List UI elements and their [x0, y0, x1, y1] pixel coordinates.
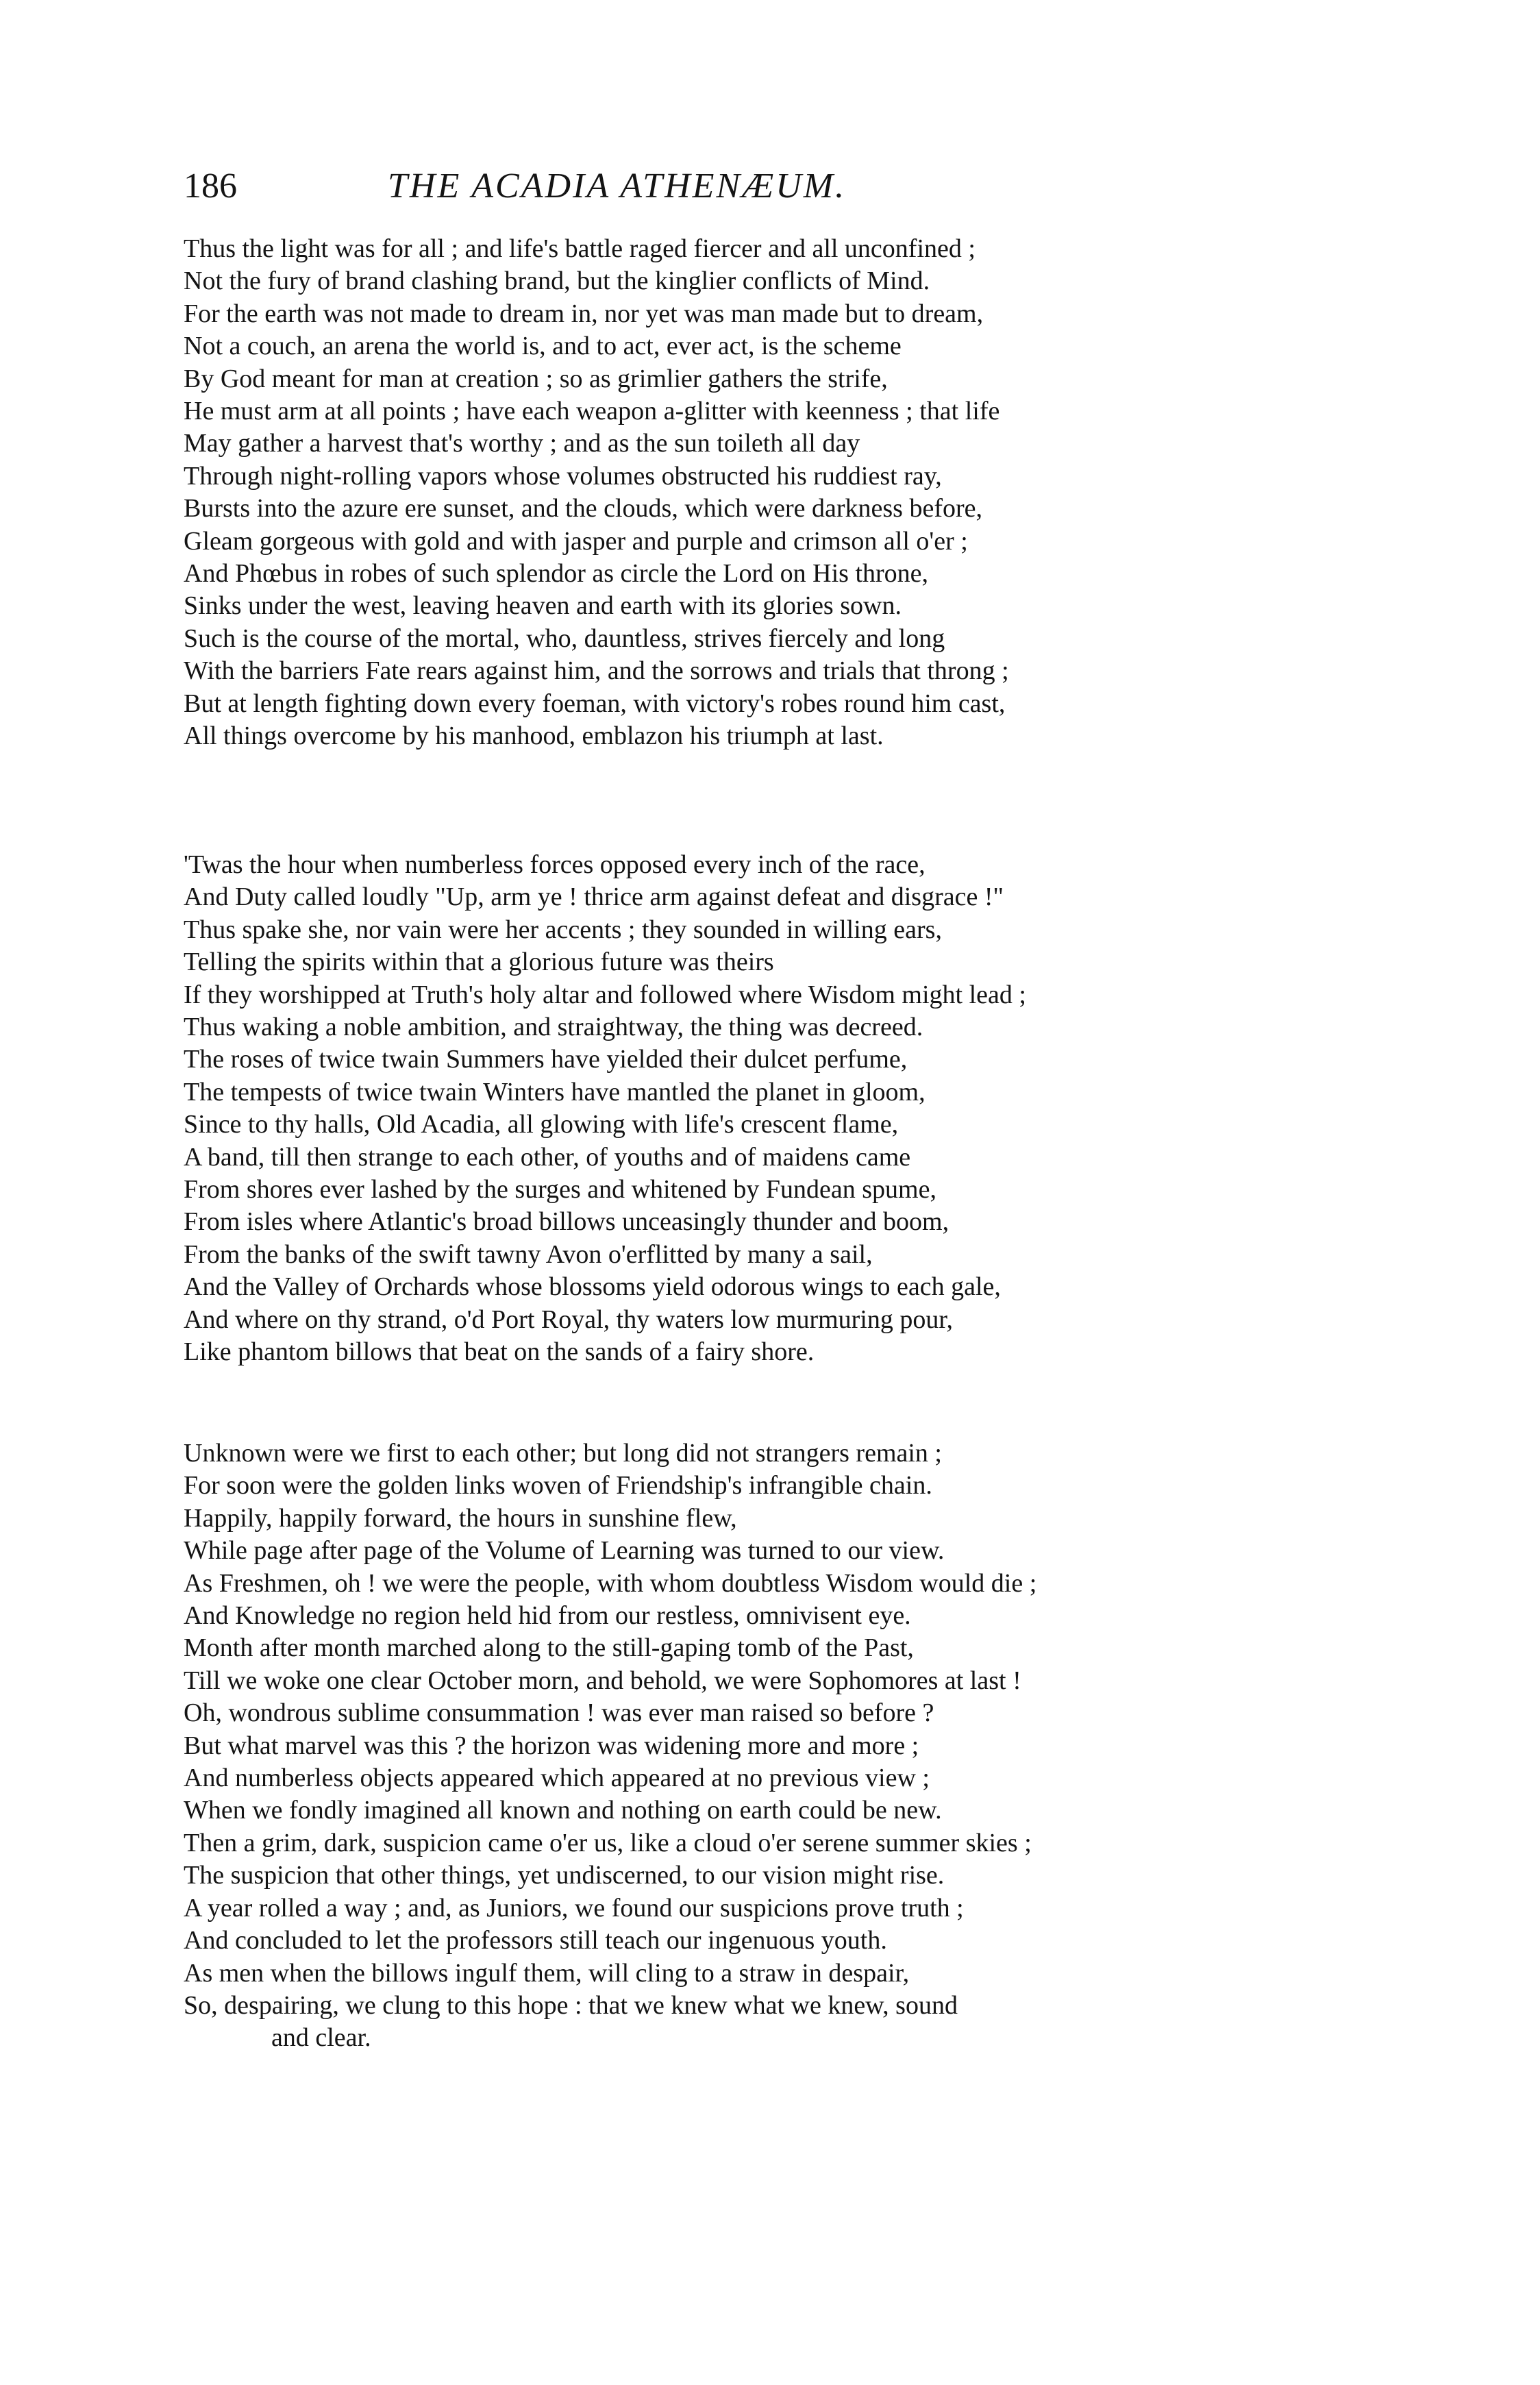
- poem-line: With the barriers Fate rears against him, and the sorrows and trials that throng ;: [184, 656, 1009, 686]
- stanza-3: [184, 1437, 1266, 2055]
- poem-line: And the Valley of Orchards whose blossoms yield odorous wings to each gale,: [184, 1272, 1001, 1302]
- poem-line: All things overcome by his manhood, emblazon his triumph at last.: [184, 721, 884, 751]
- poem-line: 'Twas the hour when numberless forces opposed every inch of the race,: [184, 850, 926, 879]
- poem-line: And Phœbus in robes of such splendor as circle the Lord on His throne,: [184, 559, 929, 589]
- poem-line: A band, till then strange to each other, of youths and of maidens came: [184, 1142, 911, 1172]
- poem-line-continuation: and clear.: [271, 2023, 371, 2053]
- poem-line: And Duty called loudly "Up, arm ye ! thrice arm against defeat and disgrace !": [184, 882, 1004, 912]
- poem-line: Like phantom billows that beat on the sands of a fairy shore.: [184, 1337, 815, 1367]
- poem-line: For the earth was not made to dream in, nor yet was man made but to dream,: [184, 299, 984, 328]
- poem-line: And concluded to let the professors still teach our ingenuous youth.: [184, 1926, 887, 1955]
- poem-line: Oh, wondrous sublime consummation ! was ever man raised so before ?: [184, 1698, 934, 1728]
- poem-line: But at length fighting down every foeman, with victory's robes round him cast,: [184, 689, 1006, 718]
- poem-line: Thus spake she, nor vain were her accents ; they sounded in willing ears,: [184, 915, 942, 944]
- poem-line: From the banks of the swift tawny Avon o'erflitted by many a sail,: [184, 1239, 873, 1269]
- poem-line: Gleam gorgeous with gold and with jasper and purple and crimson all o'er ;: [184, 526, 968, 556]
- page-header: [184, 159, 1280, 214]
- poem-line: Not the fury of brand clashing brand, but the kinglier conflicts of Mind.: [184, 267, 930, 296]
- poem-line: For soon were the golden links woven of Friendship's infrangible chain.: [184, 1471, 932, 1500]
- poem-line: And Knowledge no region held hid from our restless, omnivisent eye.: [184, 1601, 911, 1631]
- poem-line: When we fondly imagined all known and nothing on earth could be new.: [184, 1796, 942, 1825]
- poem-line: May gather a harvest that's worthy ; and as the sun toileth all day: [184, 429, 860, 458]
- poem-line: From isles where Atlantic's broad billows unceasingly thunder and boom,: [184, 1207, 949, 1237]
- poem-line: He must arm at all points ; have each weapon a-glitter with keenness ; that life: [184, 397, 1000, 426]
- stanza-1: [184, 233, 1266, 753]
- poem-line: The suspicion that other things, yet undiscerned, to our vision might rise.: [184, 1861, 945, 1890]
- poem-line: By God meant for man at creation ; so as grimlier gathers the strife,: [184, 364, 888, 393]
- poem-line: And numberless objects appeared which appeared at no previous view ;: [184, 1764, 930, 1793]
- page-number: 186: [184, 166, 237, 206]
- poem-line: The roses of twice twain Summers have yielded their dulcet perfume,: [184, 1045, 908, 1074]
- poem-line: Thus waking a noble ambition, and straightway, the thing was decreed.: [184, 1013, 923, 1042]
- poem-line: While page after page of the Volume of Learning was turned to our view.: [184, 1536, 945, 1566]
- poem-line: Unknown were we first to each other; but long did not strangers remain ;: [184, 1439, 942, 1468]
- poem-line: Happily, happily forward, the hours in sunshine flew,: [184, 1503, 737, 1533]
- poem-line: The tempests of twice twain Winters have mantled the planet in gloom,: [184, 1077, 926, 1107]
- poem-line: A year rolled a way ; and, as Juniors, we found our suspicions prove truth ;: [184, 1893, 964, 1923]
- poem-line: Thus the light was for all ; and life's battle raged fiercer and all unconfined ;: [184, 234, 976, 263]
- poem-line: Through night-rolling vapors whose volumes obstructed his ruddiest ray,: [184, 461, 942, 491]
- poem-line: Telling the spirits within that a glorious future was theirs: [184, 948, 774, 977]
- poem-line: Such is the course of the mortal, who, dauntless, strives fiercely and long: [184, 623, 945, 653]
- running-title: THE ACADIA ATHENÆUM.: [388, 166, 847, 206]
- poem-line: And where on thy strand, o'd Port Royal, thy waters low murmuring pour,: [184, 1305, 954, 1334]
- stanza-2: [184, 849, 1266, 1369]
- poem-line: But what marvel was this ? the horizon was widening more and more ;: [184, 1731, 919, 1760]
- poem-line: If they worshipped at Truth's holy altar and followed where Wisdom might lead ;: [184, 980, 1026, 1009]
- poem-line: Then a grim, dark, suspicion came o'er us, like a cloud o'er serene summer skies ;: [184, 1828, 1032, 1857]
- poem-line: So, despairing, we clung to this hope : that we knew what we knew, sound: [184, 1990, 958, 2020]
- poem-line: Since to thy halls, Old Acadia, all glowing with life's crescent flame,: [184, 1110, 899, 1139]
- poem-line: Bursts into the azure ere sunset, and the clouds, which were darkness before,: [184, 494, 983, 523]
- poem-line: Not a couch, an arena the world is, and to act, ever act, is the scheme: [184, 332, 902, 361]
- poem-line: Till we woke one clear October morn, and behold, we were Sophomores at last !: [184, 1666, 1021, 1695]
- poem-line: From shores ever lashed by the surges and whitened by Fundean spume,: [184, 1175, 936, 1204]
- poem-line: As men when the billows ingulf them, will cling to a straw in despair,: [184, 1958, 910, 1988]
- poem-line: Sinks under the west, leaving heaven and earth with its glories sown.: [184, 591, 902, 621]
- poem-line: As Freshmen, oh ! we were the people, with whom doubtless Wisdom would die ;: [184, 1568, 1037, 1598]
- poem-line: Month after month marched along to the still-gaping tomb of the Past,: [184, 1633, 914, 1663]
